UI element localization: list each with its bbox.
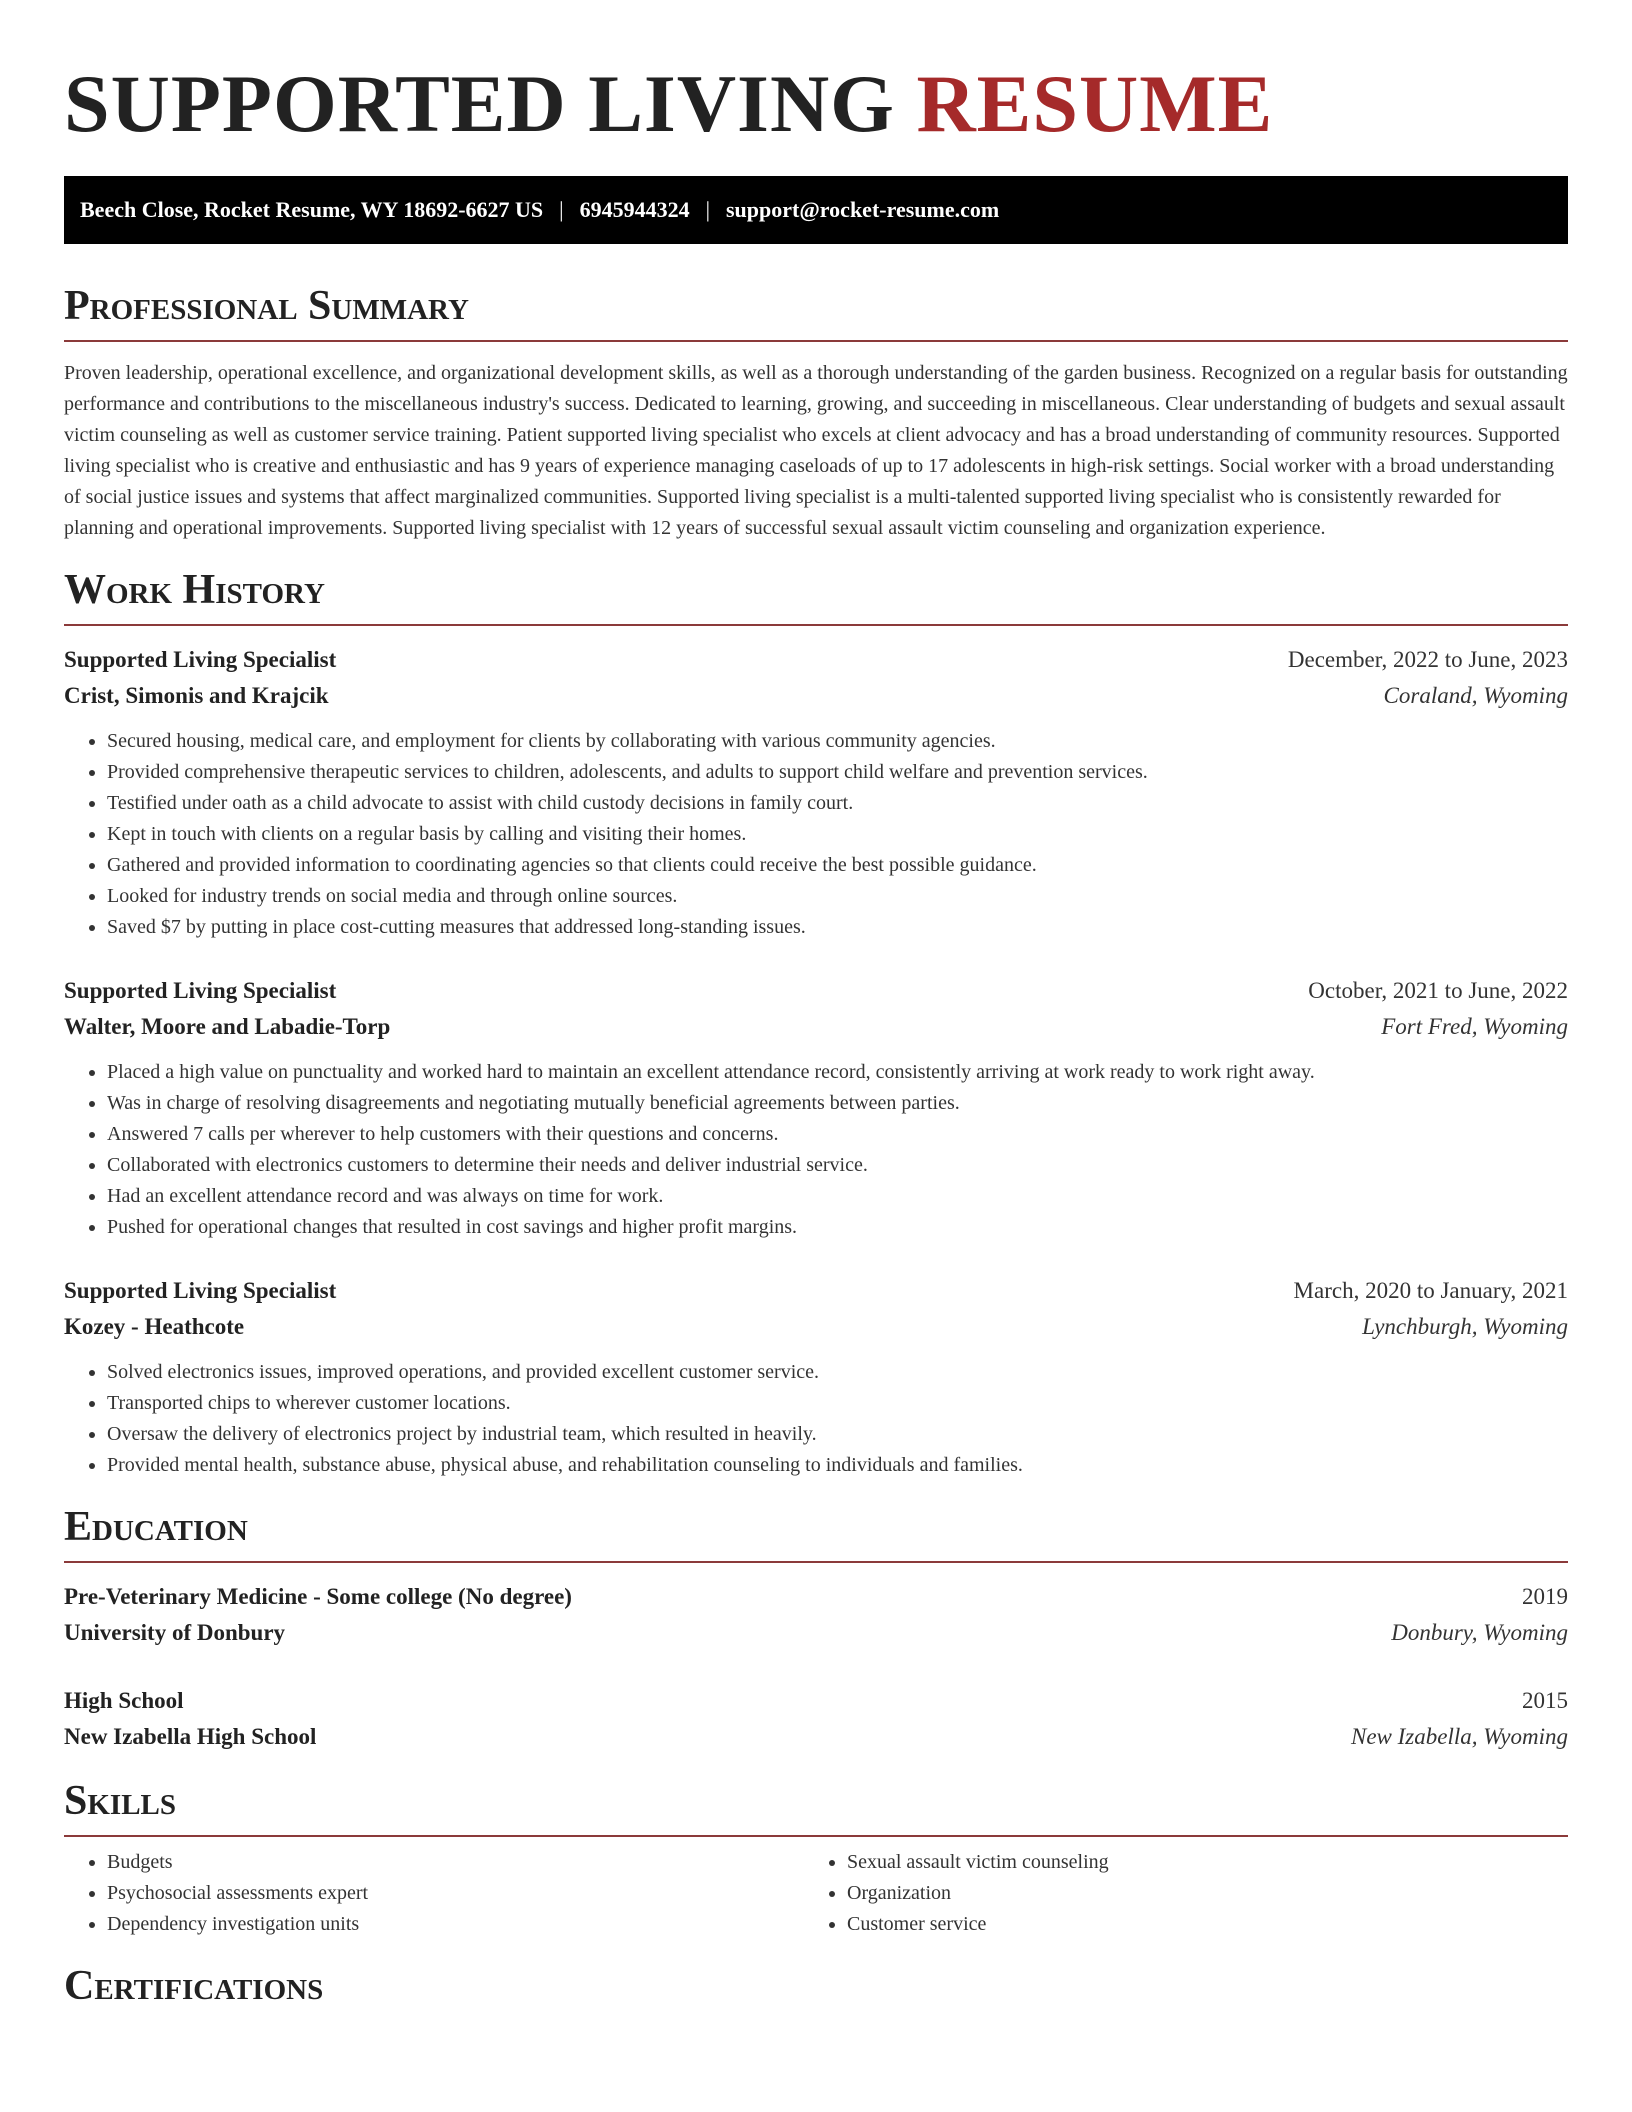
education-year: 2019 xyxy=(1522,1584,1568,1609)
education-degree: Pre-Veterinary Medicine - Some college (No degree) xyxy=(64,1584,572,1609)
list-item: • Placed a high value on punctuality and worked hard to maintain an excellent attendance record, consistently arriving at work ready to work right away. xyxy=(107,1057,1568,1088)
resume-title xyxy=(64,58,1568,150)
job-entry xyxy=(64,973,1568,1243)
job-bullets xyxy=(64,1357,1568,1481)
list-item: • Collaborated with electronics customers to determine their needs and deliver industrial service. xyxy=(107,1150,1568,1181)
skills-section xyxy=(64,1777,1568,1940)
section-divider xyxy=(64,1835,1568,1837)
education-entry xyxy=(64,1683,1568,1755)
skills-column-left xyxy=(64,1847,804,1940)
list-item: • Pushed for operational changes that resulted in cost savings and higher profit margins. xyxy=(107,1212,1568,1243)
list-item: • Saved $7 by putting in place cost-cutting measures that addressed long-standing issues. xyxy=(107,912,1568,943)
list-item: • Had an excellent attendance record and was always on time for work. xyxy=(107,1181,1568,1212)
job-dates: December, 2022 to June, 2023 xyxy=(1287,647,1568,672)
summary-section xyxy=(64,282,1568,544)
skills-column-right xyxy=(804,1847,1544,1940)
list-item: • Solved electronics issues, improved operations, and provided excellent customer service. xyxy=(107,1357,1568,1388)
certifications-section xyxy=(64,1962,1568,2010)
contact-address: Beech Close, Rocket Resume, WY 18692-6627 US xyxy=(80,197,544,222)
list-item: • Kept in touch with clients on a regular basis by calling and visiting their homes. xyxy=(107,819,1568,850)
education-section xyxy=(64,1503,1568,1755)
job-company: Kozey - Heathcote xyxy=(64,1314,245,1339)
work-history-section xyxy=(64,566,1568,1481)
title-accent: RESUME xyxy=(916,58,1274,149)
contact-separator: | xyxy=(559,197,564,222)
job-location: Coraland, Wyoming xyxy=(1383,683,1568,708)
job-entry xyxy=(64,642,1568,943)
title-main: SUPPORTED LIVING xyxy=(64,58,895,149)
job-company: Walter, Moore and Labadie-Torp xyxy=(64,1014,391,1039)
education-school: New Izabella High School xyxy=(64,1724,317,1749)
job-title: Supported Living Specialist xyxy=(64,647,337,672)
list-item: • Answered 7 calls per wherever to help customers with their questions and concerns. xyxy=(107,1119,1568,1150)
resume-page xyxy=(64,0,1568,2010)
section-divider xyxy=(64,340,1568,342)
job-bullets xyxy=(64,1057,1568,1243)
list-item: • Transported chips to wherever customer locations. xyxy=(107,1388,1568,1419)
job-title: Supported Living Specialist xyxy=(64,1278,337,1303)
contact-separator: | xyxy=(705,197,710,222)
contact-email: support@rocket-resume.com xyxy=(725,197,1000,222)
job-location: Lynchburgh, Wyoming xyxy=(1362,1314,1568,1339)
section-divider xyxy=(64,624,1568,626)
education-entry xyxy=(64,1579,1568,1651)
education-degree: High School xyxy=(64,1688,184,1713)
list-item: • Provided mental health, substance abuse, physical abuse, and rehabilitation counseling to individuals and families. xyxy=(107,1450,1568,1481)
section-heading: Education xyxy=(64,1504,248,1550)
skill-item: • Organization xyxy=(847,1878,1544,1909)
section-heading: Skills xyxy=(64,1778,177,1824)
skill-item: • Budgets xyxy=(107,1847,804,1878)
job-dates: March, 2020 to January, 2021 xyxy=(1293,1278,1568,1303)
education-location: New Izabella, Wyoming xyxy=(1351,1724,1568,1749)
list-item: • Looked for industry trends on social media and through online sources. xyxy=(107,881,1568,912)
list-item: • Testified under oath as a child advocate to assist with child custody decisions in family court. xyxy=(107,788,1568,819)
contact-bar xyxy=(64,176,1568,244)
job-bullets xyxy=(64,726,1568,943)
section-divider xyxy=(64,1561,1568,1563)
list-item: • Gathered and provided information to coordinating agencies so that clients could receive the best possible guidance. xyxy=(107,850,1568,881)
job-company: Crist, Simonis and Krajcik xyxy=(64,683,329,708)
job-entry xyxy=(64,1273,1568,1481)
skill-item: • Dependency investigation units xyxy=(107,1909,804,1940)
contact-phone: 6945944324 xyxy=(579,197,690,222)
skill-item: • Customer service xyxy=(847,1909,1544,1940)
education-location: Donbury, Wyoming xyxy=(1391,1620,1568,1645)
summary-text: Proven leadership, operational excellence, and organizational development skills, as well as a thorough understanding of the garden business. Recognized on a regular basis for outstanding performance and contributions to the miscellaneous industry's success. Dedicated to learning, growing, and succeeding in miscellaneous. Clear understanding of budgets and sexual assault victim counseling as well as customer service training. Patient supported living specialist who excels at client advocacy and has a broad understanding of community resources. Supported living specialist who is creative and enthusiastic and has 9 years of experience managing caseloads of up to 17 adolescents in high-risk settings. Social worker with a broad understanding of social justice issues and systems that affect marginalized communities. Supported living specialist is a multi-talented supported living specialist who is consistently rewarded for planning and operational improvements. Supported living specialist with 12 years of successful sexual assault victim counseling and organization experience. xyxy=(64,362,1568,539)
job-dates: October, 2021 to June, 2022 xyxy=(1308,978,1568,1003)
skill-item: • Psychosocial assessments expert xyxy=(107,1878,804,1909)
section-heading: Professional Summary xyxy=(64,283,469,329)
list-item: • Provided comprehensive therapeutic services to children, adolescents, and adults to support child welfare and prevention services. xyxy=(107,757,1568,788)
section-heading: Work History xyxy=(64,567,325,613)
list-item: • Was in charge of resolving disagreements and negotiating mutually beneficial agreements between parties. xyxy=(107,1088,1568,1119)
skill-item: • Sexual assault victim counseling xyxy=(847,1847,1544,1878)
education-year: 2015 xyxy=(1522,1688,1568,1713)
list-item: • Oversaw the delivery of electronics project by industrial team, which resulted in heavily. xyxy=(107,1419,1568,1450)
job-location: Fort Fred, Wyoming xyxy=(1381,1014,1568,1039)
section-heading: Certifications xyxy=(64,1963,324,2009)
job-title: Supported Living Specialist xyxy=(64,978,337,1003)
education-school: University of Donbury xyxy=(64,1620,286,1645)
list-item: • Secured housing, medical care, and employment for clients by collaborating with various community agencies. xyxy=(107,726,1568,757)
skills-grid xyxy=(64,1847,1568,1940)
